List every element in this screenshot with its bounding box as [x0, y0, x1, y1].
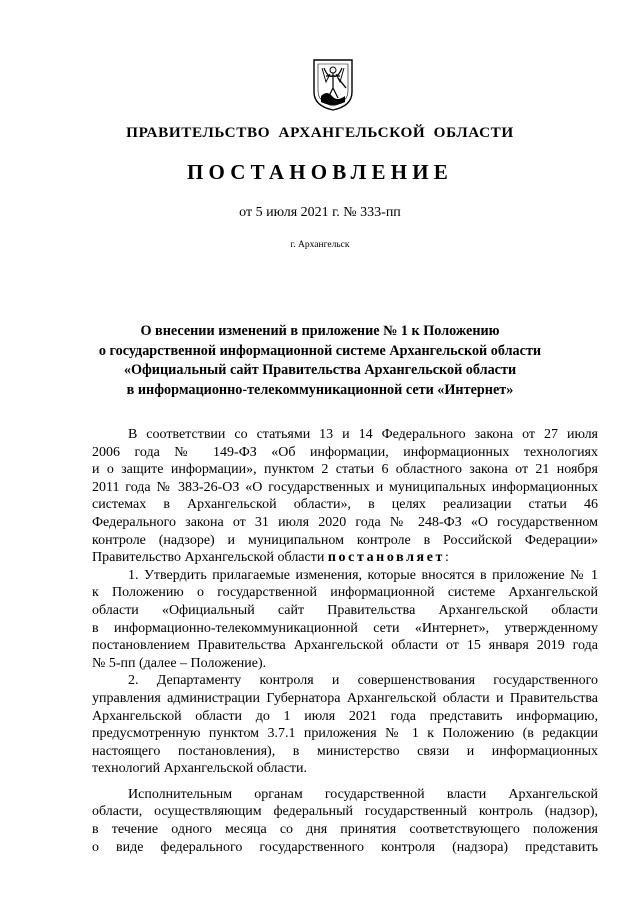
body-line: 2011 года № 383-26-ОЗ «О государственных и муниципальных информационных: [92, 479, 598, 495]
coat-of-arms-icon: [312, 58, 354, 112]
body-line: к Положению о государственной информационной системе Архангельской: [92, 585, 598, 601]
body-line: 1. Утвердить прилагаемые изменения, которые вносятся в приложение № 1: [128, 567, 598, 583]
body-line: технологий Архангельской области.: [92, 761, 308, 777]
body-line: Исполнительным органам государственной власти Архангельской: [128, 786, 598, 802]
document-subject: [0, 322, 640, 401]
body-line: в течение одного месяца со дня принятия соответствующего положения: [92, 822, 598, 838]
body-line: Федерального закона от 31 июля 2020 года № 248-ФЗ «О государственном: [92, 514, 598, 530]
body-line: 2. Департаменту контроля и совершенствования государственного: [128, 673, 598, 689]
subject-line: «Официальный сайт Правительства Архангельской области: [123, 362, 517, 379]
document-type: ПОСТАНОВЛЕНИЕ: [186, 160, 454, 184]
document-body: [92, 426, 598, 856]
body-line: области, осуществляющим федеральный государственный контроль (надзор),: [92, 804, 598, 820]
body-line: контроле (надзоре) и муниципальном контроле в Российской Федерации»: [92, 532, 598, 548]
subject-line: о государственной информационной системе Архангельской области: [98, 342, 542, 359]
body-line: постановлением Правительства Архангельской области от 15 января 2019 года: [92, 638, 598, 654]
subject-line: О внесении изменений в приложение № 1 к Положению: [140, 323, 500, 339]
body-line: области «Официальный сайт Правительства Архангельской области: [92, 602, 598, 618]
body-line: в информационно-телекоммуникационной сети «Интернет», утвержденному: [92, 620, 598, 636]
body-line: Архангельской области до 1 июля 2021 года представить информацию,: [92, 708, 598, 724]
body-line-text: Правительство Архангельской области: [92, 550, 325, 566]
body-line: В соответствии со статьями 13 и 14 Федерального закона от 27 июля: [128, 427, 598, 442]
body-line: предусмотренную пунктом 3.7.1 приложения № 1 к Положению (в редакции: [92, 726, 598, 742]
body-line: и о защите информации», пунктом 2 статьи 6 областного закона от 21 ноября: [92, 462, 598, 478]
subject-line: в информационно-телекоммуникационной сети «Интернет»: [126, 382, 514, 399]
government-title: ПРАВИТЕЛЬСТВО АРХАНГЕЛЬСКОЙ ОБЛАСТИ: [126, 124, 514, 141]
body-line-resolves: [92, 549, 598, 567]
body-line: системах в Архангельской области», в целях реализации статьи 46: [92, 497, 598, 513]
colon: :: [445, 550, 449, 566]
body-line: настоящего постановления), в министерство связи и информационных: [92, 743, 598, 759]
resolves-emphasis: постановляет: [327, 550, 446, 566]
document-city: г. Архангельск: [290, 240, 350, 250]
body-line: 2006 года № 149-ФЗ «Об информации, информационных технологиях: [92, 444, 598, 460]
body-line: о виде федерального государственного контроля (надзора) представить: [92, 839, 598, 855]
body-line: управления администрации Губернатора Архангельской области и Правительства: [92, 690, 598, 706]
body-line: № 5-пп (далее – Положение).: [92, 655, 267, 671]
document-date-number: от 5 июля 2021 г. № 333-пп: [239, 205, 401, 220]
